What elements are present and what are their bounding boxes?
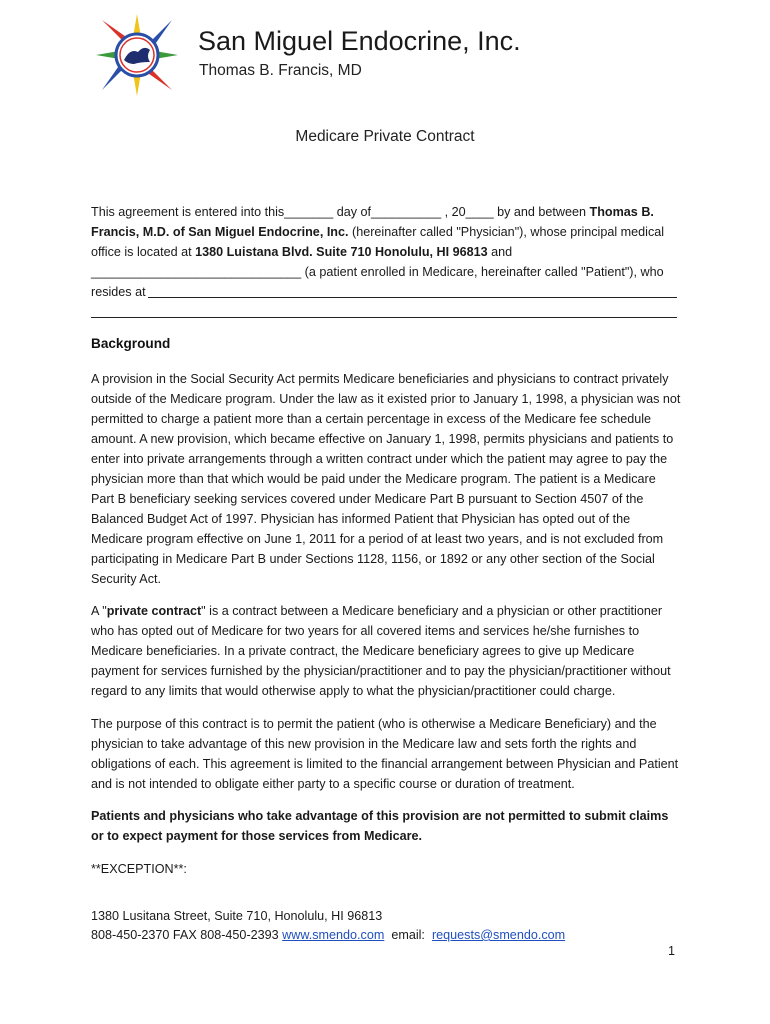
background-paragraph-3	[91, 714, 681, 794]
physician-name-bold: Thomas B.	[589, 205, 654, 219]
intro-line-1: This agreement is entered into this_______ day of__________ , 20____ by and between	[91, 205, 590, 219]
background-paragraph-2	[91, 601, 681, 701]
document-title: Medicare Private Contract	[295, 128, 475, 145]
claims-notice	[91, 806, 681, 846]
paragraph-text: A provision in the Social Security Act permits Medicare beneficiaries and physicians to contract privately outside of the Medicare program. Under the law as it existed prior to January 1, 1998, a physician was not permitted to charge a patient more than a certain percentage in excess of the Medicare fee schedule amount. A new provision, which became effective on January 1, 1998, permits physicians and patients to enter into private arrangements through a written contract under which the patient may agree to pay the physician more than that which would be paid under the Medicare program. The patient is a Medicare Part B beneficiary seeking services covered under Medicare Part B pursuant to Section 4507 of the Balanced Budget Act of 1997. Physician has informed Patient that Physician has opted out of the Medicare program effective on June 1, 2011 for a period of at least two years, and is not excluded from participating in Medicare Part B under Sections 1128, 1156, or 1892 or any other section of the Social Security Act.	[91, 372, 681, 586]
phone-fax: 808-450-2370 FAX 808-450-2393	[91, 928, 283, 942]
paragraph-text: Patients and physicians who take advantage of this provision are not permitted to submit claims or to expect payment for those services from Medicare.	[91, 809, 669, 843]
paragraph-text: The purpose of this contract is to permit the patient (who is otherwise a Medicare Beneficiary) and the physician to take advantage of this new provision in the Medicare law and sets forth the rights and obligations of each. This agreement is limited to the financial arrangement between Physician and Patient and is not intended to obligate either party to a specific course or duration of treatment.	[91, 717, 679, 791]
resides-at-label: resides at	[91, 285, 146, 299]
exception-label	[91, 859, 681, 879]
intro-line-3: office is located at	[91, 245, 196, 259]
footer-contact-line	[91, 926, 565, 945]
paragraph-text-rest: " is a contract between a Medicare beneficiary and a physician or other practitioner who has opted out of Medicare for two years for all covered items and services he/she furnishes to Medicare beneficiaries. In a private contract, the Medicare beneficiary agrees to give up Medicare payment for services furnished by the physician/practitioner and to pay the physician/practitioner without regard to any limits that would otherwise apply to what the physician/practitioner could charge.	[91, 604, 671, 698]
email-link[interactable]: requests@smendo.com	[431, 928, 566, 942]
private-contract-term: private contract	[106, 604, 202, 618]
website-link[interactable]: www.smendo.com	[282, 928, 385, 942]
intro-and: and	[487, 245, 513, 259]
background-paragraph-1	[91, 369, 681, 589]
physician-name: Thomas B. Francis, MD	[199, 62, 362, 79]
patient-name-line: ______________________________ (a patient enrolled in Medicare, hereinafter called "Patient"), who	[91, 265, 664, 279]
agreement-intro	[91, 202, 681, 318]
intro-line-2: (hereinafter called "Physician"), whose principal medical	[348, 225, 665, 239]
physician-practice-bold: Francis, M.D. of San Miguel Endocrine, Inc.	[91, 225, 349, 239]
paragraph-text-start: A "	[91, 604, 107, 618]
page-number: 1	[668, 944, 676, 958]
organization-name: San Miguel Endocrine, Inc.	[198, 26, 521, 56]
office-address-bold: 1380 Luistana Blvd. Suite 710 Honolulu, HI 96813	[195, 245, 488, 259]
address-blank-line-2	[91, 304, 677, 318]
email-label: email:	[384, 928, 432, 942]
page-footer	[91, 907, 565, 945]
footer-address: 1380 Lusitana Street, Suite 710, Honolulu, HI 96813	[91, 909, 383, 923]
exception-text: **EXCEPTION**:	[91, 862, 187, 876]
compass-star-logo	[94, 12, 180, 98]
background-heading: Background	[91, 336, 171, 351]
address-blank-line-1	[148, 284, 677, 298]
